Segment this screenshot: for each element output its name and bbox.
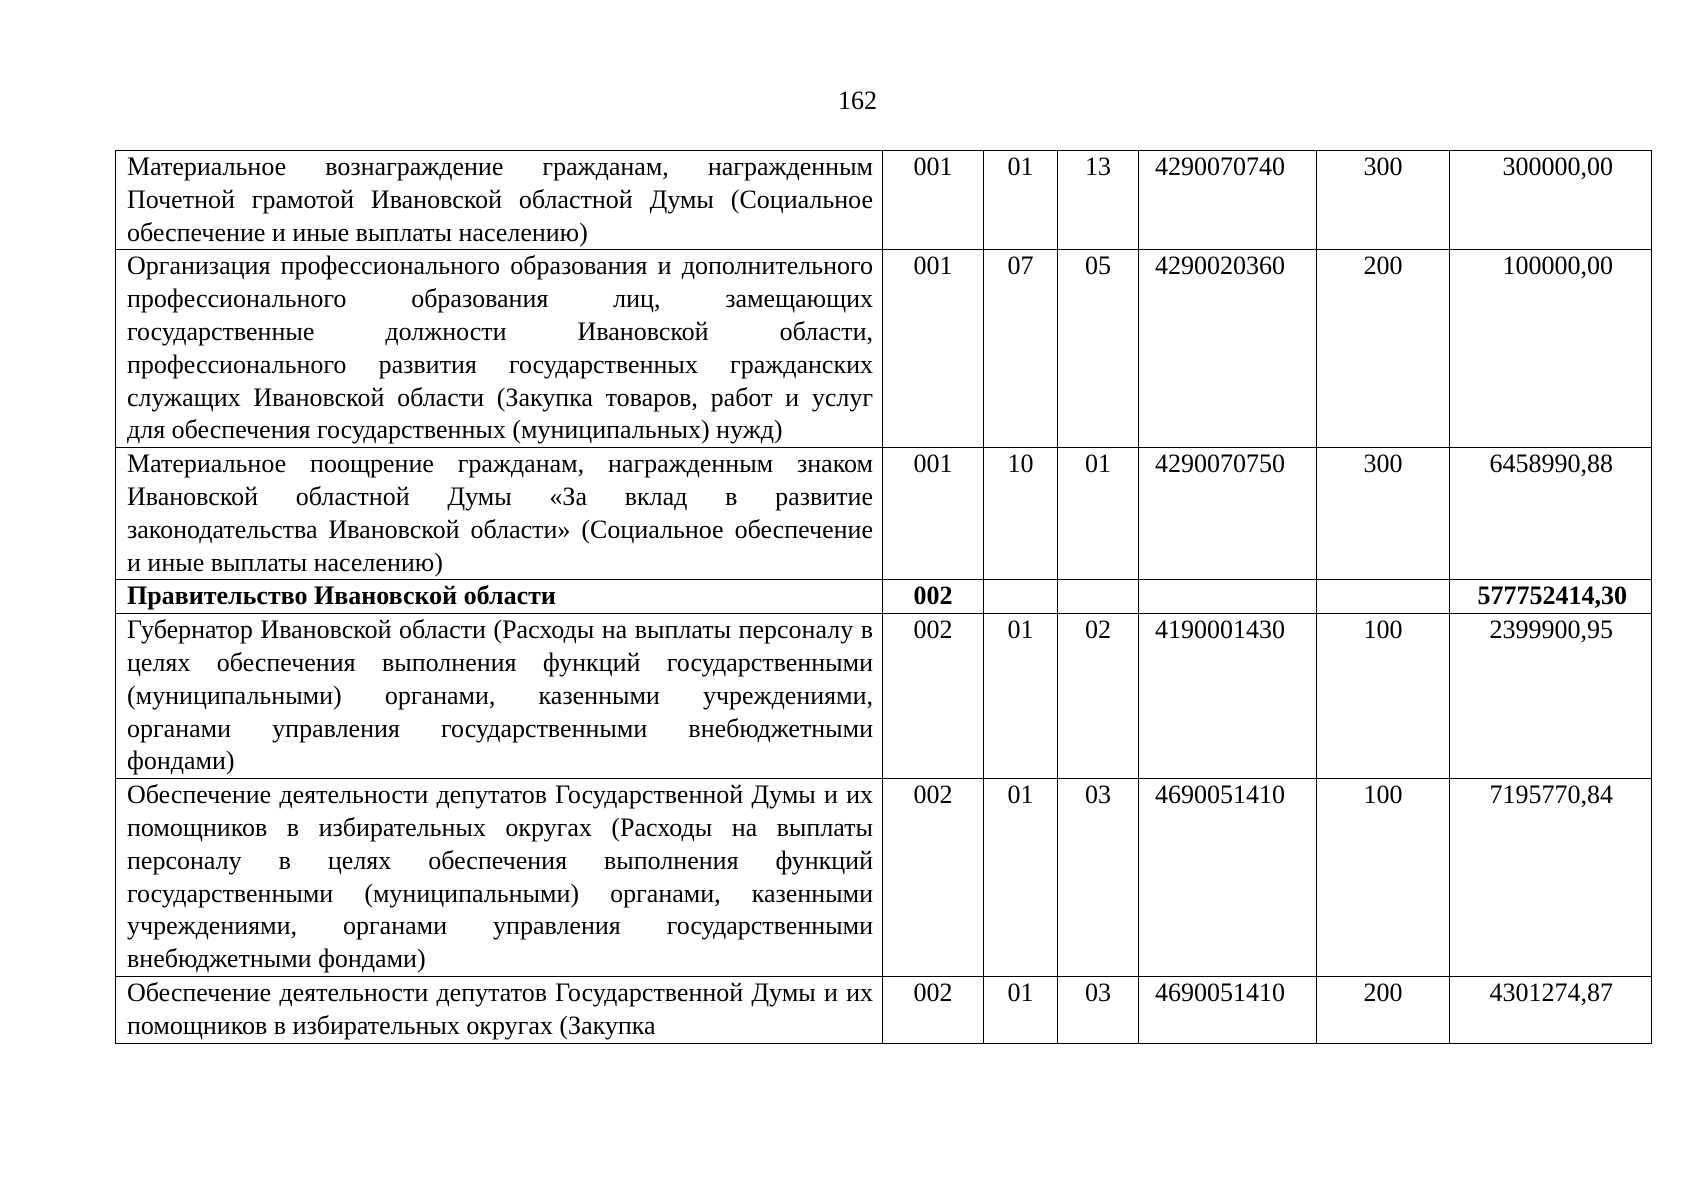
grbs-code: 001 <box>883 151 984 250</box>
grbs-code: 001 <box>883 250 984 448</box>
table-row <box>116 779 1652 977</box>
target-article-code: 4290070740 <box>1139 151 1317 250</box>
table-row <box>116 250 1652 448</box>
section-code: 01 <box>984 779 1058 977</box>
section-code: 01 <box>984 976 1058 1043</box>
table-row <box>116 614 1652 779</box>
amount: 577752414,30 <box>1450 580 1652 614</box>
row-description: Губернатор Ивановской области (Расходы на выплаты персоналу в целях обеспечения выполнения функций государственными (муниципальными) органами, казенными учреждениями, органами управления государственными внебюджетными фондами) <box>116 614 883 779</box>
amount: 7195770,84 <box>1450 779 1652 977</box>
expense-type-code: 300 <box>1317 151 1450 250</box>
expense-type-code: 300 <box>1317 448 1450 580</box>
section-code: 01 <box>984 151 1058 250</box>
subsection-code: 01 <box>1058 448 1139 580</box>
target-article-code: 4690051410 <box>1139 976 1317 1043</box>
row-description: Организация профессионального образования и дополнительного профессионального образования лиц, замещающих государственные должности Ивановской области, профессионального развития государственных гражданских служащих Ивановской области (Закупка товаров, работ и услуг для обеспечения государственных (муниципальных) нужд) <box>116 250 883 448</box>
table-row <box>116 448 1652 580</box>
expense-type-code: 100 <box>1317 779 1450 977</box>
amount: 100000,00 <box>1450 250 1652 448</box>
target-article-code: 4290070750 <box>1139 448 1317 580</box>
amount: 2399900,95 <box>1450 614 1652 779</box>
target-article-code: 4290020360 <box>1139 250 1317 448</box>
table-row <box>116 976 1652 1043</box>
section-code: 07 <box>984 250 1058 448</box>
grbs-code: 002 <box>883 580 984 614</box>
section-code: 01 <box>984 614 1058 779</box>
section-code <box>984 580 1058 614</box>
amount: 300000,00 <box>1450 151 1652 250</box>
row-description: Материальное поощрение гражданам, награжденным знаком Ивановской областной Думы «За вклад в развитие законодательства Ивановской области» (Социальное обеспечение и иные выплаты населению) <box>116 448 883 580</box>
subsection-code <box>1058 580 1139 614</box>
expense-type-code: 200 <box>1317 250 1450 448</box>
table-row <box>116 151 1652 250</box>
section-code: 10 <box>984 448 1058 580</box>
subsection-code: 02 <box>1058 614 1139 779</box>
grbs-code: 002 <box>883 779 984 977</box>
target-article-code: 4690051410 <box>1139 779 1317 977</box>
subsection-code: 13 <box>1058 151 1139 250</box>
table-row-section-header <box>116 580 1652 614</box>
page-number: 162 <box>838 86 877 115</box>
expense-type-code: 100 <box>1317 614 1450 779</box>
grbs-code: 002 <box>883 614 984 779</box>
row-description: Правительство Ивановской области <box>116 580 883 614</box>
expense-type-code: 200 <box>1317 976 1450 1043</box>
row-description: Материальное вознаграждение гражданам, награжденным Почетной грамотой Ивановской областной Думы (Социальное обеспечение и иные выплаты населению) <box>116 151 883 250</box>
row-description: Обеспечение деятельности депутатов Государственной Думы и их помощников в избирательных округах (Расходы на выплаты персоналу в целях обеспечения выполнения функций государственными (муниципальными) органами, казенными учреждениями, органами управления государственными внебюджетными фондами) <box>116 779 883 977</box>
budget-table <box>115 150 1652 1044</box>
expense-type-code <box>1317 580 1450 614</box>
amount: 4301274,87 <box>1450 976 1652 1043</box>
subsection-code: 03 <box>1058 779 1139 977</box>
grbs-code: 002 <box>883 976 984 1043</box>
grbs-code: 001 <box>883 448 984 580</box>
target-article-code: 4190001430 <box>1139 614 1317 779</box>
amount: 6458990,88 <box>1450 448 1652 580</box>
target-article-code <box>1139 580 1317 614</box>
row-description: Обеспечение деятельности депутатов Государственной Думы и их помощников в избирательных округах (Закупка <box>116 976 883 1043</box>
subsection-code: 05 <box>1058 250 1139 448</box>
subsection-code: 03 <box>1058 976 1139 1043</box>
